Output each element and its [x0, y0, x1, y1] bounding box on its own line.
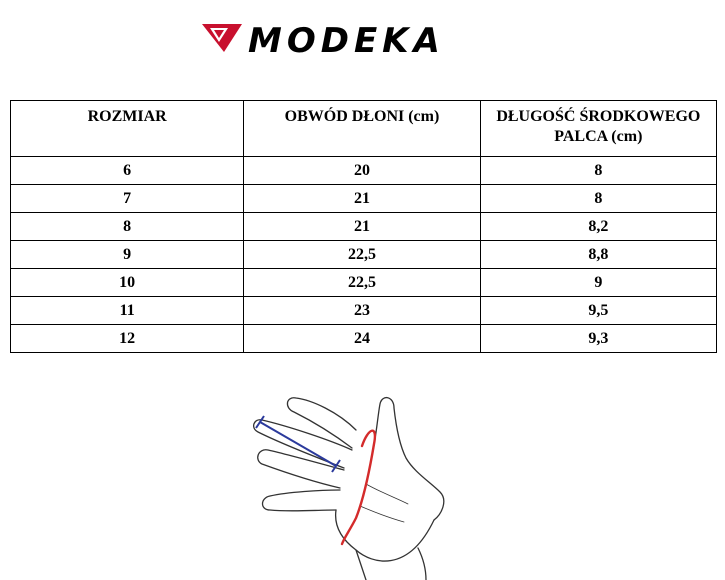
cell-palm: 21: [244, 185, 480, 213]
finger-length-line: [256, 416, 340, 472]
table-row: [11, 185, 717, 213]
cell-finger: 9: [480, 269, 716, 297]
table-row: [11, 157, 717, 185]
size-chart-table: [10, 100, 717, 353]
cell-palm: 21: [244, 213, 480, 241]
header-middle-finger-length: DŁUGOŚĆ ŚRODKOWEGO PALCA (cm): [480, 101, 716, 157]
header-palm-circumference: OBWÓD DŁONI (cm): [244, 101, 480, 157]
cell-palm: 23: [244, 297, 480, 325]
cell-finger: 8: [480, 185, 716, 213]
cell-size: 9: [11, 241, 244, 269]
table-row: [11, 325, 717, 353]
table-row: [11, 213, 717, 241]
table-row: [11, 241, 717, 269]
cell-finger: 9,5: [480, 297, 716, 325]
cell-palm: 24: [244, 325, 480, 353]
cell-size: 6: [11, 157, 244, 185]
table-header-row: [11, 101, 717, 157]
cell-finger: 8: [480, 157, 716, 185]
cell-finger: 8,2: [480, 213, 716, 241]
brand-logo: [200, 14, 500, 62]
cell-size: 12: [11, 325, 244, 353]
cell-size: 8: [11, 213, 244, 241]
hand-measurement-icon: [248, 388, 448, 580]
cell-size: 7: [11, 185, 244, 213]
cell-palm: 20: [244, 157, 480, 185]
cell-size: 11: [11, 297, 244, 325]
cell-size: 10: [11, 269, 244, 297]
modeka-logo-icon: [200, 14, 500, 62]
table-row: [11, 297, 717, 325]
hand-measurement-illustration: [248, 388, 448, 580]
cell-finger: 8,8: [480, 241, 716, 269]
brand-name: MODEKA: [248, 21, 445, 61]
cell-palm: 22,5: [244, 241, 480, 269]
header-size: ROZMIAR: [11, 101, 244, 157]
cell-palm: 22,5: [244, 269, 480, 297]
cell-finger: 9,3: [480, 325, 716, 353]
table-row: [11, 269, 717, 297]
